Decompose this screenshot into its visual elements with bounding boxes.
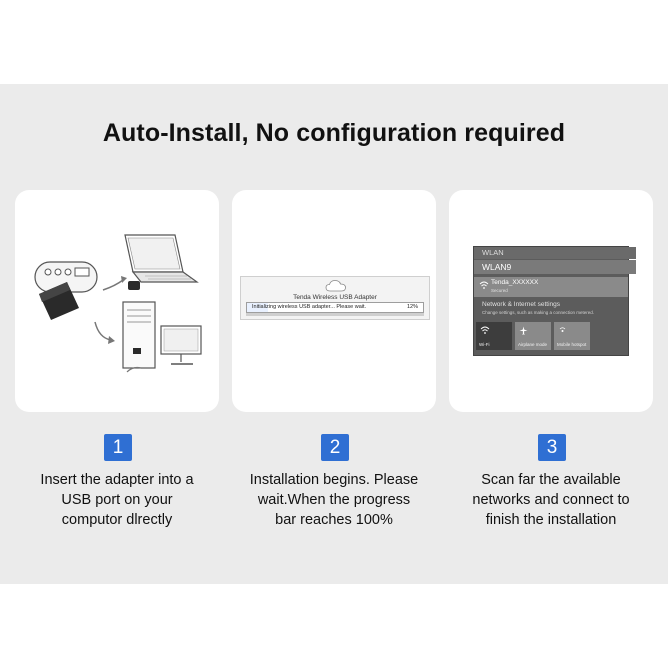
caption-line: computor dlrectly (61, 512, 173, 528)
network-name: Tenda_XXXXXX (491, 279, 539, 286)
progress-bar (246, 302, 424, 313)
hotspot-icon (558, 326, 567, 335)
tile-label: Wi-Fi (479, 342, 490, 347)
step-2-illustration (232, 190, 436, 412)
caption-line: Scan far the available (481, 472, 621, 488)
step-3-illustration (449, 190, 653, 412)
tile-label: Mobile hotspot (557, 342, 587, 347)
caption-line: networks and connect to (472, 492, 630, 508)
caption-line: Installation begins. Please (249, 472, 419, 488)
network-item-wlan9[interactable]: WLAN9 (474, 260, 636, 274)
usb-adapter-icon (15, 190, 219, 412)
laptop-icon (125, 235, 197, 282)
caption-line: bar reaches 100% (275, 512, 393, 528)
step-1-caption (12, 470, 222, 530)
caption-line: Insert the adapter into a (40, 472, 194, 488)
settings-description: Change settings, such as making a connection metered. (482, 310, 595, 315)
settings-link[interactable]: Network & Internet settings (482, 301, 561, 308)
install-message: Initializing wireless USB adapter... Please wait. (252, 304, 367, 310)
caption-line: wait.When the progress (257, 492, 411, 508)
step-1-illustration (15, 190, 219, 412)
progress-track (246, 313, 424, 316)
network-status: Secured (491, 288, 508, 293)
install-window (240, 276, 430, 320)
cloud-icon (325, 279, 347, 293)
tile-label: Airplane mode (518, 342, 548, 347)
network-item-tenda[interactable] (474, 277, 628, 297)
mobile-hotspot-tile[interactable] (554, 322, 590, 350)
step-3-badge: 3 (538, 434, 566, 461)
step-2-badge: 2 (321, 434, 349, 461)
install-percent: 12% (406, 304, 418, 310)
step-2-caption (229, 470, 439, 530)
install-window-title: Tenda Wireless USB Adapter (293, 294, 377, 301)
panel-header: WLAN (474, 247, 636, 259)
wifi-icon (479, 281, 489, 290)
wifi-icon (480, 326, 490, 335)
step-3-caption (446, 470, 656, 530)
monitor-icon (161, 326, 201, 364)
airplane-mode-tile[interactable] (515, 322, 551, 350)
caption-line: USB port on your (61, 492, 173, 508)
page-title: Auto-Install, No configuration required (102, 119, 566, 147)
network-panel (473, 246, 629, 356)
step-1-badge: 1 (104, 434, 132, 461)
wifi-tile[interactable] (476, 322, 512, 350)
caption-line: finish the installation (485, 512, 617, 528)
desktop-tower-icon (123, 302, 155, 368)
airplane-icon (519, 326, 528, 335)
